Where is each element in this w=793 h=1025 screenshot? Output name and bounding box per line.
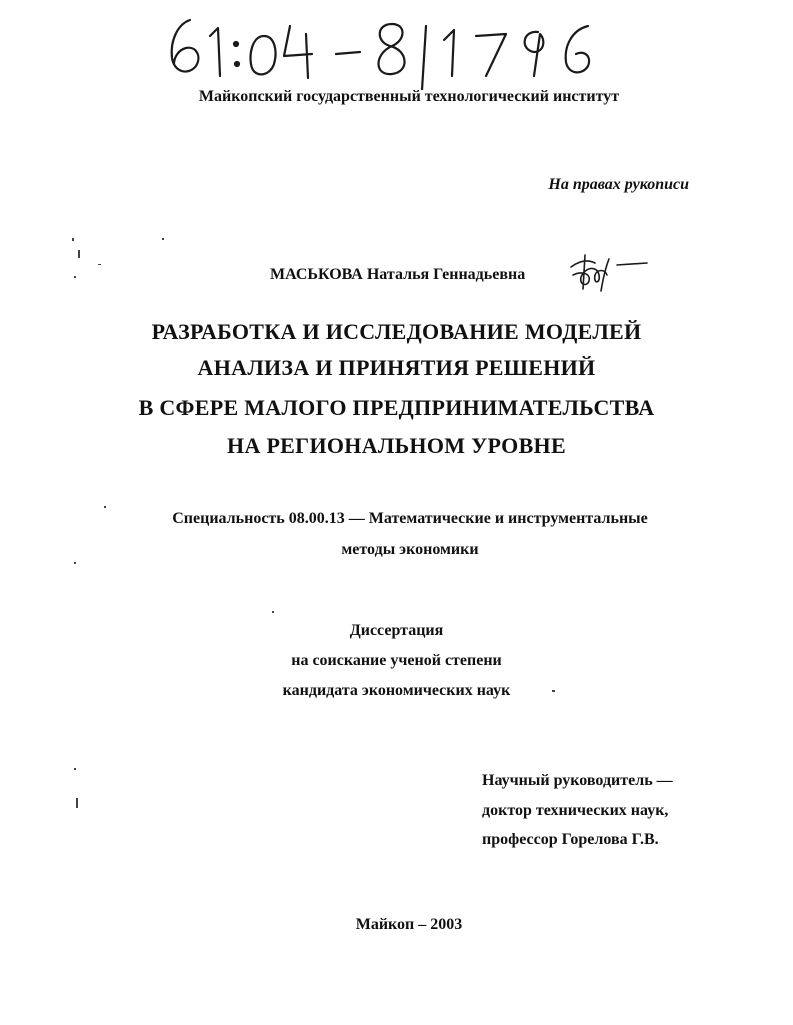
scan-speck	[74, 562, 76, 564]
title-line: АНАЛИЗА И ПРИНЯТИЯ РЕШЕНИЙ	[197, 355, 596, 380]
specialty-line: методы экономики	[341, 541, 479, 558]
supervisor-line: Научный руководитель —	[482, 772, 673, 789]
dissertation-line: Диссертация	[349, 622, 444, 639]
scan-speck	[104, 506, 106, 508]
specialty-line: Специальность 08.00.13 — Математические и инструментальные	[172, 510, 648, 527]
title-line: В СФЕРЕ МАЛОГО ПРЕДПРИНИМАТЕЛЬСТВА	[138, 395, 655, 420]
supervisor-line: профессор Горелова Г.В.	[482, 831, 659, 848]
scan-speck	[162, 238, 164, 240]
scan-speck	[78, 250, 80, 258]
specialty	[0, 503, 793, 565]
signature	[565, 245, 650, 295]
rights-note: На правах рукописи	[548, 176, 689, 193]
title-line: РАЗРАБОТКА И ИССЛЕДОВАНИЕ МОДЕЛЕЙ	[151, 319, 642, 344]
author-name: МАСЬКОВА Наталья Геннадьевна	[270, 266, 526, 283]
scan-speck	[552, 690, 555, 692]
scan-speck	[74, 276, 76, 278]
supervisor-line: доктор технических наук,	[482, 802, 669, 819]
institution-name: Майкопский государственный технологический институт	[198, 88, 620, 105]
archive-code-handwriting	[160, 6, 600, 90]
scan-speck	[76, 798, 78, 808]
scan-speck	[98, 264, 101, 265]
title-line: НА РЕГИОНАЛЬНОМ УРОВНЕ	[227, 433, 566, 458]
scan-speck	[72, 238, 74, 241]
place-year: Майкоп – 2003	[355, 916, 463, 933]
dissertation-line: на соискание ученой степени	[291, 652, 502, 669]
scan-speck	[74, 768, 76, 770]
dissertation-line: кандидата экономических наук	[282, 682, 511, 699]
scan-speck	[272, 611, 274, 613]
